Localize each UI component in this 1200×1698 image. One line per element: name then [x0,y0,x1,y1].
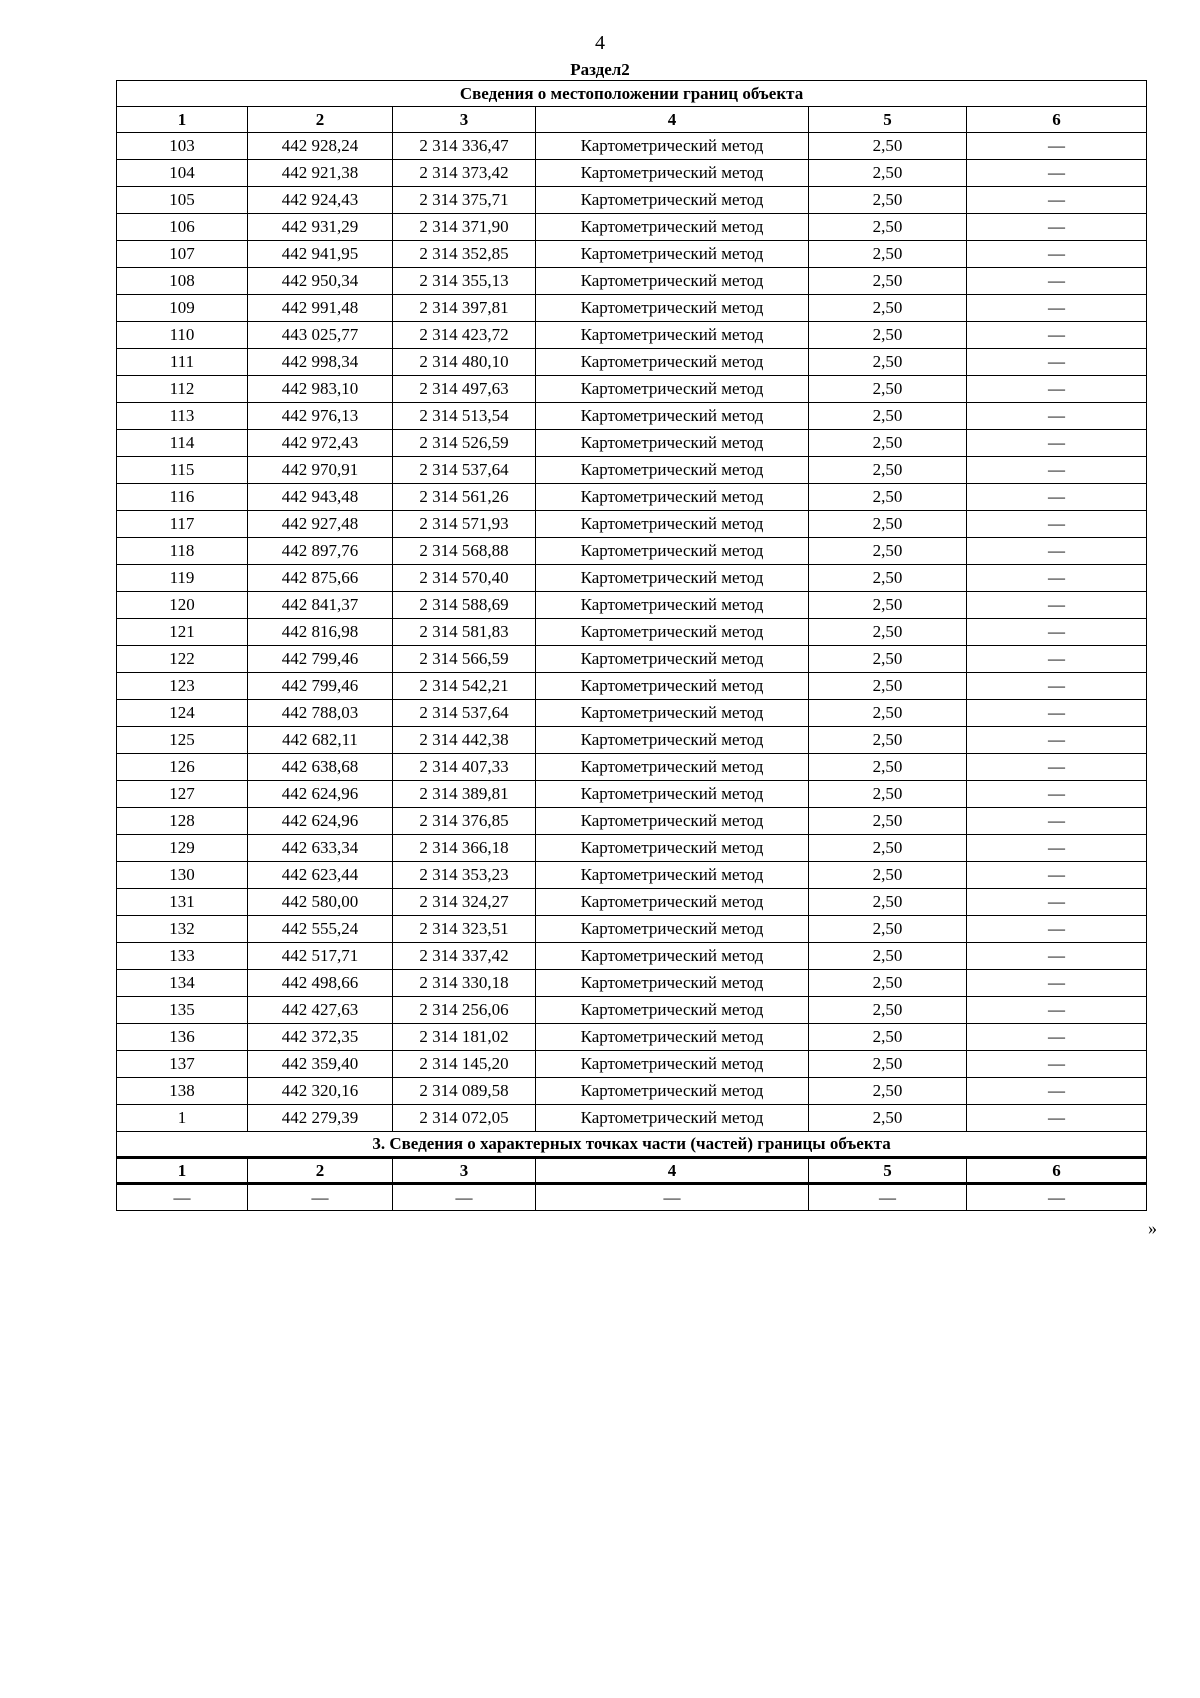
table-cell: — [967,862,1147,889]
column-header: 6 [967,107,1147,133]
table-cell: 2,50 [809,889,967,916]
table-row [117,268,1147,295]
table-cell: 2 314 324,27 [393,889,536,916]
table-row [117,592,1147,619]
table-cell: 2,50 [809,565,967,592]
table-cell: Картометрический метод [536,214,809,241]
table-row [117,1051,1147,1078]
table-cell: Картометрический метод [536,997,809,1024]
table-row [117,1024,1147,1051]
table-cell: 2 314 352,85 [393,241,536,268]
table-cell: 2,50 [809,376,967,403]
table-cell: 2,50 [809,160,967,187]
table-cell: 442 279,39 [248,1105,393,1132]
table-cell: 117 [117,511,248,538]
table-cell: 442 623,44 [248,862,393,889]
table-cell: 108 [117,268,248,295]
table-cell: 130 [117,862,248,889]
table-cell: 442 517,71 [248,943,393,970]
table-cell: Картометрический метод [536,808,809,835]
table-cell: — [967,349,1147,376]
column-header: 6 [967,1158,1147,1184]
table-cell: 2 314 537,64 [393,700,536,727]
table-cell: Картометрический метод [536,592,809,619]
table-cell: Картометрический метод [536,403,809,430]
table-cell: Картометрический метод [536,457,809,484]
table-cell: — [967,376,1147,403]
table-cell: 103 [117,133,248,160]
table-cell: 442 931,29 [248,214,393,241]
table-row [117,538,1147,565]
table-cell: — [967,1078,1147,1105]
table-cell: — [967,511,1147,538]
table-cell: — [809,1184,967,1211]
table-cell: 136 [117,1024,248,1051]
table-cell: 2 314 373,42 [393,160,536,187]
table-cell: Картометрический метод [536,646,809,673]
table-cell: 2,50 [809,781,967,808]
table-cell: — [967,970,1147,997]
table-row [117,376,1147,403]
table-row [117,1078,1147,1105]
table-cell: Картометрический метод [536,781,809,808]
table-cell: Картометрический метод [536,538,809,565]
table-cell: 442 991,48 [248,295,393,322]
table-cell: 115 [117,457,248,484]
table-row [117,349,1147,376]
table-cell: — [393,1184,536,1211]
table-cell: Картометрический метод [536,916,809,943]
table-cell: 2 314 072,05 [393,1105,536,1132]
table-cell: — [967,1051,1147,1078]
table-cell: 2,50 [809,430,967,457]
table-cell: 2,50 [809,646,967,673]
table-cell: 2,50 [809,457,967,484]
table-cell: 127 [117,781,248,808]
table-cell: — [536,1184,809,1211]
table-cell: 2 314 089,58 [393,1078,536,1105]
table-row [117,214,1147,241]
table-cell: 111 [117,349,248,376]
column-header: 3 [393,107,536,133]
table-row [117,970,1147,997]
table-row [117,160,1147,187]
table-row [117,619,1147,646]
table-cell: 2 314 181,02 [393,1024,536,1051]
table-cell: 2 314 330,18 [393,970,536,997]
table-cell: 137 [117,1051,248,1078]
table-cell: 126 [117,754,248,781]
table-cell: Картометрический метод [536,295,809,322]
table-cell: — [967,160,1147,187]
table-cell: 122 [117,646,248,673]
table-caption: Сведения о местоположении границ объекта [117,81,1147,107]
table-row [117,916,1147,943]
table-cell: 2 314 561,26 [393,484,536,511]
table-cell: Картометрический метод [536,187,809,214]
table-cell: — [967,484,1147,511]
table-cell: 442 972,43 [248,430,393,457]
table-row [117,133,1147,160]
table-cell: — [967,295,1147,322]
table-cell: 2,50 [809,673,967,700]
table-row [117,808,1147,835]
table-cell: — [967,619,1147,646]
closing-quote: » [1148,1218,1157,1238]
table-row [117,835,1147,862]
table-cell: Картометрический метод [536,943,809,970]
table-row [117,241,1147,268]
table-cell: 135 [117,997,248,1024]
table-cell: 125 [117,727,248,754]
table-cell: 107 [117,241,248,268]
section3-caption-row [117,1132,1147,1158]
table-row [117,889,1147,916]
table-row [117,484,1147,511]
table-cell: 105 [117,187,248,214]
column-header-row [117,107,1147,133]
table-cell: 442 638,68 [248,754,393,781]
table-cell: 442 799,46 [248,673,393,700]
table-cell: 2,50 [809,538,967,565]
table-cell: 1 [117,1105,248,1132]
table-cell: 442 921,38 [248,160,393,187]
boundary-coordinates-table [116,80,1147,1211]
table-cell: — [967,673,1147,700]
table-cell: 442 816,98 [248,619,393,646]
table-cell: 2 314 526,59 [393,430,536,457]
table-cell: 442 928,24 [248,133,393,160]
table-cell: 2 314 568,88 [393,538,536,565]
table-row [117,673,1147,700]
table-cell: — [967,754,1147,781]
table-row [117,943,1147,970]
table-cell: 2,50 [809,835,967,862]
table-cell: Картометрический метод [536,565,809,592]
table-cell: 442 983,10 [248,376,393,403]
table-cell: — [967,322,1147,349]
table-cell: — [967,835,1147,862]
table-cell: Картометрический метод [536,970,809,997]
table-cell: Картометрический метод [536,754,809,781]
table-cell: 128 [117,808,248,835]
table-cell: — [967,1024,1147,1051]
table-row [117,1184,1147,1211]
table-cell: 442 580,00 [248,889,393,916]
table-cell: Картометрический метод [536,322,809,349]
table-cell: 442 970,91 [248,457,393,484]
table-cell: 442 976,13 [248,403,393,430]
table-cell: Картометрический метод [536,619,809,646]
table-cell: 2 314 336,47 [393,133,536,160]
table-cell: 129 [117,835,248,862]
table-cell: Картометрический метод [536,1105,809,1132]
table-cell: — [967,538,1147,565]
table-cell: 112 [117,376,248,403]
table-cell: Картометрический метод [536,727,809,754]
table-cell: Картометрический метод [536,1051,809,1078]
column-header: 2 [248,107,393,133]
table-cell: — [967,916,1147,943]
column-header: 4 [536,1158,809,1184]
table-cell: 2,50 [809,268,967,295]
table-cell: — [967,1184,1147,1211]
table-cell: — [967,997,1147,1024]
table-cell: 118 [117,538,248,565]
column-header: 1 [117,107,248,133]
table-cell: 2,50 [809,916,967,943]
table-cell: 2 314 355,13 [393,268,536,295]
table-cell: 442 633,34 [248,835,393,862]
table-cell: Картометрический метод [536,1024,809,1051]
table-cell: Картометрический метод [536,133,809,160]
table-cell: 2 314 497,63 [393,376,536,403]
table-cell: Картометрический метод [536,889,809,916]
table-cell: Картометрический метод [536,1078,809,1105]
table-cell: 106 [117,214,248,241]
table-row [117,430,1147,457]
table-cell: — [967,457,1147,484]
column-header: 5 [809,107,967,133]
table-cell: 114 [117,430,248,457]
table-cell: 442 998,34 [248,349,393,376]
page-number: 4 [595,32,605,54]
table-cell: 442 555,24 [248,916,393,943]
table-cell: Картометрический метод [536,511,809,538]
table-row [117,1105,1147,1132]
table-cell: 110 [117,322,248,349]
table-cell: 2 314 353,23 [393,862,536,889]
table-cell: Картометрический метод [536,484,809,511]
table-row [117,322,1147,349]
table-row [117,862,1147,889]
table-cell: 2,50 [809,808,967,835]
section3-caption: 3. Сведения о характерных точках части (частей) границы объекта [117,1132,1147,1158]
table-row [117,997,1147,1024]
table-cell: 2,50 [809,943,967,970]
table-cell: 442 950,34 [248,268,393,295]
table-cell: 2 314 145,20 [393,1051,536,1078]
table-cell: — [967,214,1147,241]
table-cell: Картометрический метод [536,160,809,187]
table-row [117,457,1147,484]
table-row [117,565,1147,592]
table-cell: 2 314 537,64 [393,457,536,484]
column-header: 5 [809,1158,967,1184]
table-cell: 2 314 337,42 [393,943,536,970]
table-cell: Картометрический метод [536,268,809,295]
table-cell: 2 314 571,93 [393,511,536,538]
table-cell: 2,50 [809,1078,967,1105]
table-cell: 109 [117,295,248,322]
table-cell: 2 314 588,69 [393,592,536,619]
table-cell: 2,50 [809,970,967,997]
table-cell: — [967,268,1147,295]
table-cell: Картометрический метод [536,376,809,403]
table-cell: 113 [117,403,248,430]
table-cell: — [967,592,1147,619]
table-cell: — [967,943,1147,970]
table-cell: Картометрический метод [536,700,809,727]
table-cell: 2,50 [809,1024,967,1051]
table-cell: Картометрический метод [536,241,809,268]
table-cell: 2,50 [809,727,967,754]
table-cell: 2,50 [809,592,967,619]
table-row [117,295,1147,322]
table-cell: 2,50 [809,214,967,241]
table-caption-row [117,81,1147,107]
table-cell: 123 [117,673,248,700]
table-row [117,646,1147,673]
table-cell: 120 [117,592,248,619]
table-cell: 442 897,76 [248,538,393,565]
table-cell: 442 943,48 [248,484,393,511]
table-cell: 2 314 397,81 [393,295,536,322]
table-cell: — [967,727,1147,754]
table-cell: 442 799,46 [248,646,393,673]
table-cell: 2,50 [809,1051,967,1078]
table-cell: 2 314 423,72 [393,322,536,349]
table-cell: 2 314 570,40 [393,565,536,592]
table-cell: Картометрический метод [536,349,809,376]
table-cell: — [248,1184,393,1211]
column-header: 1 [117,1158,248,1184]
table-cell: Картометрический метод [536,430,809,457]
table-cell: 2,50 [809,484,967,511]
table-cell: 2,50 [809,862,967,889]
table-cell: Картометрический метод [536,673,809,700]
table-cell: 132 [117,916,248,943]
table-cell: 442 941,95 [248,241,393,268]
table-cell: — [967,133,1147,160]
column-header: 3 [393,1158,536,1184]
table-cell: 2 314 376,85 [393,808,536,835]
table-cell: 2 314 442,38 [393,727,536,754]
table-cell: 2,50 [809,187,967,214]
table-cell: — [967,565,1147,592]
table-cell: 2,50 [809,349,967,376]
table-cell: 2,50 [809,700,967,727]
table-cell: 442 624,96 [248,808,393,835]
table-cell: — [967,403,1147,430]
table-cell: Картометрический метод [536,862,809,889]
table-cell: 442 875,66 [248,565,393,592]
table-cell: 2,50 [809,511,967,538]
table-cell: 2 314 375,71 [393,187,536,214]
table-cell: 121 [117,619,248,646]
table-cell: 442 788,03 [248,700,393,727]
column-header: 4 [536,107,809,133]
table-cell: 2 314 566,59 [393,646,536,673]
table-cell: 442 427,63 [248,997,393,1024]
table-row [117,700,1147,727]
table-cell: 442 624,96 [248,781,393,808]
table-cell: — [967,781,1147,808]
table-cell: 2 314 513,54 [393,403,536,430]
table-row [117,511,1147,538]
table-cell: — [117,1184,248,1211]
table-row [117,754,1147,781]
table-cell: 2,50 [809,997,967,1024]
table-cell: 442 372,35 [248,1024,393,1051]
table-cell: — [967,187,1147,214]
table-cell: 2 314 480,10 [393,349,536,376]
table-cell: 2 314 542,21 [393,673,536,700]
table-cell: 2 314 371,90 [393,214,536,241]
table-cell: 442 320,16 [248,1078,393,1105]
table-cell: — [967,889,1147,916]
table-cell: Картометрический метод [536,835,809,862]
table-row [117,403,1147,430]
table-cell: — [967,646,1147,673]
table-cell: 2,50 [809,133,967,160]
table-cell: 133 [117,943,248,970]
table-cell: 443 025,77 [248,322,393,349]
table-cell: 131 [117,889,248,916]
table-cell: 2 314 323,51 [393,916,536,943]
table-cell: 119 [117,565,248,592]
table-cell: 2 314 389,81 [393,781,536,808]
column-header: 2 [248,1158,393,1184]
section3-column-header-row [117,1158,1147,1184]
table-cell: 2,50 [809,619,967,646]
table-row [117,187,1147,214]
table-cell: 116 [117,484,248,511]
table-row [117,727,1147,754]
table-cell: 442 924,43 [248,187,393,214]
table-cell: — [967,430,1147,457]
table-cell: — [967,700,1147,727]
table-cell: 2,50 [809,1105,967,1132]
table-cell: 2 314 407,33 [393,754,536,781]
table-cell: 2 314 256,06 [393,997,536,1024]
table-cell: — [967,1105,1147,1132]
table-cell: 2 314 581,83 [393,619,536,646]
table-cell: 2,50 [809,754,967,781]
table-cell: — [967,241,1147,268]
section-heading: Раздел2 [570,60,630,79]
table-cell: 442 682,11 [248,727,393,754]
table-cell: 2,50 [809,241,967,268]
table-cell: 442 498,66 [248,970,393,997]
table-cell: 2,50 [809,403,967,430]
table-cell: 2 314 366,18 [393,835,536,862]
table-cell: 442 927,48 [248,511,393,538]
table-cell: 2,50 [809,295,967,322]
table-cell: 124 [117,700,248,727]
table-cell: 442 841,37 [248,592,393,619]
table-cell: — [967,808,1147,835]
table-cell: 134 [117,970,248,997]
table-cell: 2,50 [809,322,967,349]
table-cell: 138 [117,1078,248,1105]
table-row [117,781,1147,808]
table-cell: 442 359,40 [248,1051,393,1078]
table-cell: 104 [117,160,248,187]
